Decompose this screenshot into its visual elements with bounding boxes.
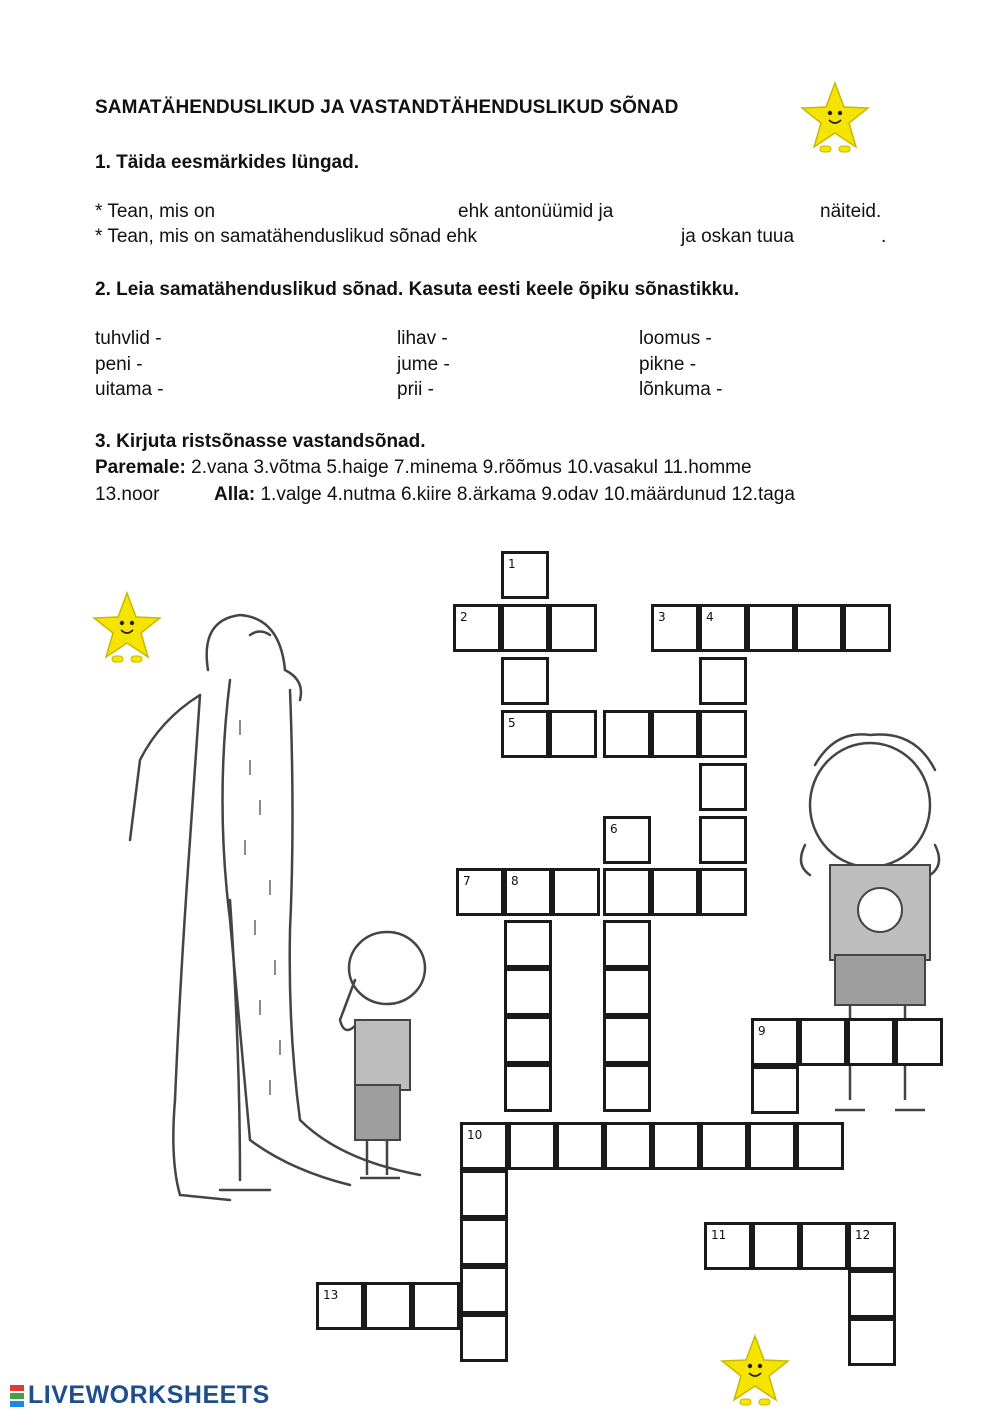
crossword-cell[interactable] xyxy=(699,763,747,811)
synonym-item: loomus - xyxy=(639,328,712,349)
clue-number: 6 xyxy=(610,822,618,836)
task1-line2-part3: . xyxy=(881,226,887,247)
crossword-cell[interactable] xyxy=(508,1122,556,1170)
crossword-cell[interactable] xyxy=(456,868,504,916)
crossword-cell[interactable] xyxy=(604,1122,652,1170)
crossword-cell[interactable] xyxy=(699,657,747,705)
crossword-cell[interactable] xyxy=(504,868,552,916)
clue-number: 11 xyxy=(711,1228,727,1242)
crossword-cell[interactable] xyxy=(549,604,597,652)
synonym-item: prii - xyxy=(397,379,434,400)
crossword-cell[interactable] xyxy=(796,1122,844,1170)
synonym-item: peni - xyxy=(95,354,143,375)
clue-number: 10 xyxy=(467,1128,483,1142)
crossword-cell[interactable] xyxy=(504,1064,552,1112)
crossword-cell[interactable] xyxy=(843,604,891,652)
synonym-item: tuhvlid - xyxy=(95,328,162,349)
crossword-cell[interactable] xyxy=(316,1282,364,1330)
crossword-cell[interactable] xyxy=(603,710,651,758)
crossword-cell[interactable] xyxy=(748,1122,796,1170)
crossword-cell[interactable] xyxy=(603,816,651,864)
task1-heading: 1. Täida eesmärkides lüngad. xyxy=(95,152,359,173)
crossword-cell[interactable] xyxy=(504,920,552,968)
crossword-cell[interactable] xyxy=(556,1122,604,1170)
liveworksheets-logo xyxy=(10,1381,270,1410)
crossword-cell[interactable] xyxy=(501,551,549,599)
crossword-cell[interactable] xyxy=(652,1122,700,1170)
task1-line1-part3: näiteid. xyxy=(820,201,882,222)
crossword-cell[interactable] xyxy=(504,1016,552,1064)
across-clue-list: 2.vana 3.võtma 5.haige 7.minema 9.rõõmus 10.vasakul 11.homme xyxy=(191,457,752,478)
crossword-cell[interactable] xyxy=(460,1170,508,1218)
down-clue-list: 1.valge 4.nutma 6.kiire 8.ärkama 9.odav 10.määrdunud 12.taga xyxy=(260,484,795,505)
crossword-cell[interactable] xyxy=(847,1018,895,1066)
crossword-cell[interactable] xyxy=(751,1066,799,1114)
crossword-cell[interactable] xyxy=(699,710,747,758)
clue-number: 2 xyxy=(460,610,468,624)
crossword-cell[interactable] xyxy=(895,1018,943,1066)
synonym-item: uitama - xyxy=(95,379,164,400)
crossword-cell[interactable] xyxy=(501,604,549,652)
crossword-cell[interactable] xyxy=(800,1222,848,1270)
crossword-cell[interactable] xyxy=(651,604,699,652)
brand-text: LIVEWORKSHEETS xyxy=(28,1381,270,1409)
crossword-cell[interactable] xyxy=(751,1018,799,1066)
synonym-item: lõnkuma - xyxy=(639,379,723,400)
crossword-cell[interactable] xyxy=(848,1318,896,1366)
crossword-cell[interactable] xyxy=(412,1282,460,1330)
crossword-cell[interactable] xyxy=(848,1270,896,1318)
across-clue-continued: 13.noor xyxy=(95,484,160,505)
task1-line2-part2: ja oskan tuua xyxy=(681,226,795,247)
crossword-cell[interactable] xyxy=(848,1222,896,1270)
crossword-cell[interactable] xyxy=(501,657,549,705)
crossword-cell[interactable] xyxy=(364,1282,412,1330)
clue-number: 13 xyxy=(323,1288,339,1302)
crossword-cell[interactable] xyxy=(651,868,699,916)
clue-number: 9 xyxy=(758,1024,766,1038)
crossword-cell[interactable] xyxy=(453,604,501,652)
crossword-cell[interactable] xyxy=(460,1266,508,1314)
crossword-cell[interactable] xyxy=(651,710,699,758)
lws-logo-icon xyxy=(10,1385,24,1407)
down-label: Alla: xyxy=(214,484,256,505)
across-label: Paremale: xyxy=(95,457,186,478)
task1-line1-part2: ehk antonüümid ja xyxy=(458,201,614,222)
crossword-cell[interactable] xyxy=(549,710,597,758)
crossword-cell[interactable] xyxy=(603,1064,651,1112)
task1-line2-part1: * Tean, mis on samatähenduslikud sõnad ehk xyxy=(95,226,478,247)
task2-heading: 2. Leia samatähenduslikud sõnad. Kasuta eesti keele õpiku sõnastikku. xyxy=(95,279,740,300)
crossword-cell[interactable] xyxy=(704,1222,752,1270)
crossword-cell[interactable] xyxy=(552,868,600,916)
clue-number: 8 xyxy=(511,874,519,888)
task1-line1-part1: * Tean, mis on xyxy=(95,201,216,222)
synonym-item: jume - xyxy=(397,354,450,375)
crossword-cell[interactable] xyxy=(747,604,795,652)
clue-number: 12 xyxy=(855,1228,871,1242)
clue-number: 1 xyxy=(508,557,516,571)
crossword-cell[interactable] xyxy=(700,1122,748,1170)
crossword-cell[interactable] xyxy=(501,710,549,758)
crossword-cell[interactable] xyxy=(699,816,747,864)
clue-number: 7 xyxy=(463,874,471,888)
crossword-cell[interactable] xyxy=(603,968,651,1016)
crossword-cell[interactable] xyxy=(460,1122,508,1170)
synonym-item: lihav - xyxy=(397,328,448,349)
clue-number: 5 xyxy=(508,716,516,730)
crossword-cell[interactable] xyxy=(603,920,651,968)
crossword-cell[interactable] xyxy=(504,968,552,1016)
task3-heading: 3. Kirjuta ristsõnasse vastandsõnad. xyxy=(95,431,426,452)
crossword-cell[interactable] xyxy=(603,1016,651,1064)
crossword-cell[interactable] xyxy=(752,1222,800,1270)
crossword-cell[interactable] xyxy=(795,604,843,652)
crossword-cell[interactable] xyxy=(460,1314,508,1362)
crossword-cell[interactable] xyxy=(699,604,747,652)
crossword-cell[interactable] xyxy=(603,868,651,916)
crossword-cell[interactable] xyxy=(799,1018,847,1066)
page-title: SAMATÄHENDUSLIKUD JA VASTANDTÄHENDUSLIKUD SÕNAD xyxy=(95,97,679,118)
crossword-cell[interactable] xyxy=(699,868,747,916)
crossword-cell[interactable] xyxy=(460,1218,508,1266)
clue-number: 4 xyxy=(706,610,714,624)
clue-number: 3 xyxy=(658,610,666,624)
synonym-item: pikne - xyxy=(639,354,697,375)
